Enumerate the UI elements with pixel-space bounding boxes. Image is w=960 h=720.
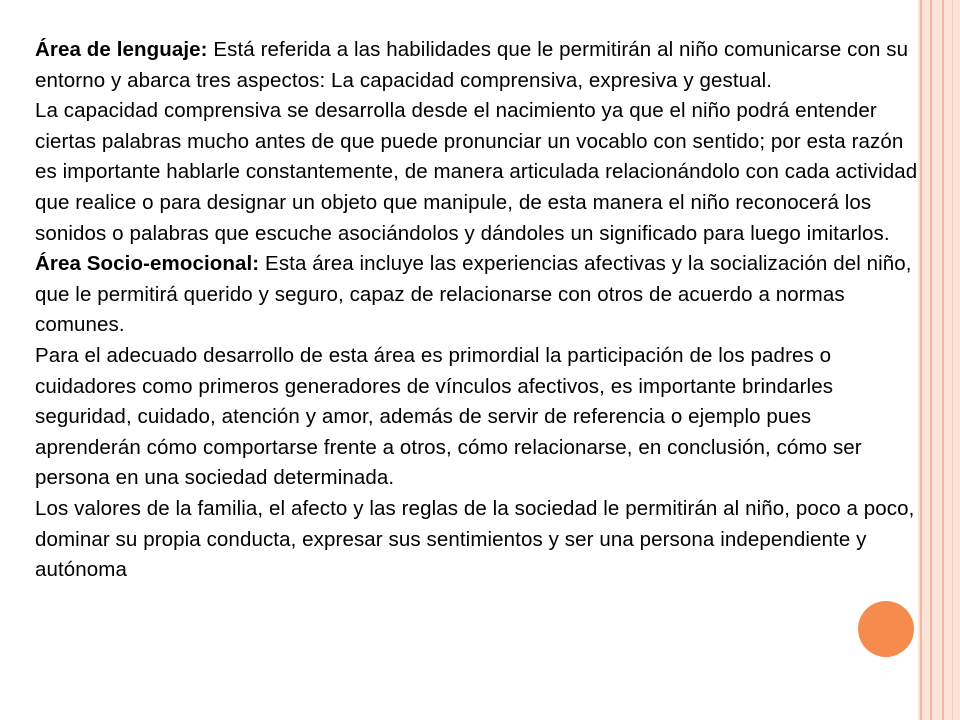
- decorative-circle: [858, 601, 914, 657]
- slide-body: [35, 35, 920, 586]
- decorative-band: [918, 0, 960, 720]
- text-desarrollo: Para el adecuado desarrollo de esta área es primordial la participación de los padres o cuidadores como primeros generadores de vínculos afectivos, es importante brindarles seguridad, cuidado, atención y amor, además de servir de referencia o ejemplo pues aprenderán cómo comportarse frente a otros, cómo relacionarse, en conclusión, cómo ser persona en una sociedad determinada.: [35, 343, 862, 490]
- paragraph-socioemocional: [35, 249, 920, 341]
- text-comprensiva: La capacidad comprensiva se desarrolla desde el nacimiento ya que el niño podrá entender ciertas palabras mucho antes de que puede pronunciar un vocablo con sentido; por esta razón es importante hablarle constantemente, de manera articulada relacionándolo con cada actividad que realice o para designar un objeto que manipule, de esta manera el niño reconocerá los sonidos o palabras que escuche asociándolos y dándoles un significado para luego imitarlos.: [35, 99, 918, 245]
- text-lenguaje: Está referida a las habilidades que le permitirán al niño comunicarse con su entorno y abarca tres aspectos: La capacidad comprensiva, expresiva y gestual.: [35, 38, 909, 92]
- paragraph-lenguaje: [35, 35, 920, 96]
- paragraph-comprensiva: [35, 96, 920, 249]
- decorative-stripe: [942, 0, 944, 720]
- text-valores: Los valores de la familia, el afecto y las reglas de la sociedad le permitirán al niño, poco a poco, dominar su propia conducta, expresar sus sentimientos y ser una persona independiente y autónoma: [35, 496, 915, 582]
- decorative-stripe: [930, 0, 932, 720]
- paragraph-valores: [35, 494, 920, 586]
- heading-socioemocional: Área Socio-emocional:: [35, 252, 260, 276]
- paragraph-desarrollo: [35, 341, 920, 494]
- heading-lenguaje: Área de lenguaje:: [35, 38, 208, 61]
- text-socioemocional: Esta área incluye las experiencias afectivas y la socialización del niño, que le permitirá querido y seguro, capaz de relacionarse con otros de acuerdo a normas comunes.: [35, 252, 912, 337]
- decorative-stripe: [920, 0, 922, 720]
- decorative-stripe: [952, 0, 953, 720]
